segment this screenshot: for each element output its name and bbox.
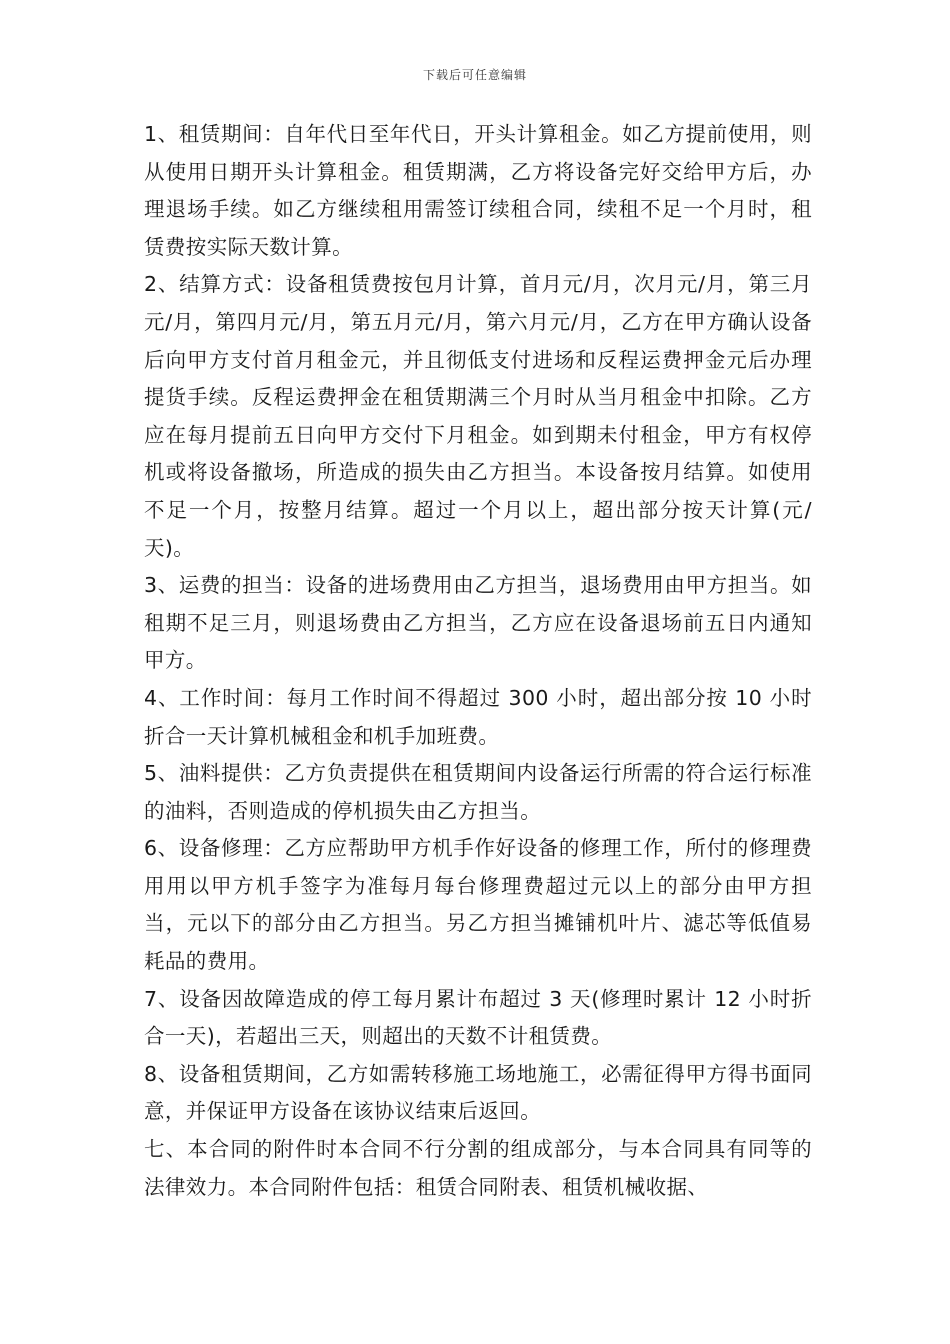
clause-1-rental-period: 1、租赁期间：自年代日至年代日，开头计算租金。如乙方提前使用，则从使用日期开头计算租金。租赁期满，乙方将设备完好交给甲方后，办理退场手续。如乙方继续租用需签订续租合同，续租不足一个月时，租赁费按实际天数计算。 [144, 122, 812, 259]
section-7-attachments: 七、本合同的附件时本合同不行分割的组成部分，与本合同具有同等的法律效力。本合同附件包括：租赁合同附表、租赁机械收据、 [144, 1137, 812, 1199]
clause-4-working-hours: 4、工作时间：每月工作时间不得超过 300 小时，超出部分按 10 小时折合一天计算机械租金和机手加班费。 [144, 685, 812, 748]
clause-7-downtime: 7、设备因故障造成的停工每月累计布超过 3 天(修理时累计 12 小时折合一天)，若超出三天，则超出的天数不计租赁费。 [144, 986, 812, 1049]
page-header-note: 下载后可任意编辑 [422, 68, 527, 82]
clause-2-settlement: 2、结算方式：设备租赁费按包月计算，首月元/月，次月元/月，第三月元/月，第四月元/月，第五月元/月，第六月元/月，乙方在甲方确认设备后向甲方支付首月租金元，并且彻低支付进场和反程运费押金元后办理提货手续。反程运费押金在租赁期满三个月时从当月租金中扣除。乙方应在每月提前五日向甲方交付下月租金。如到期未付租金，甲方有权停机或将设备撤场，所造成的损失由乙方担当。本设备按月结算。如使用不足一个月，按整月结算。超过一个月以上，超出部分按天计算(元/天)。 [144, 272, 812, 560]
clause-3-freight: 3、运费的担当：设备的进场费用由乙方担当，退场费用由甲方担当。如租期不足三月，则退场费由乙方担当，乙方应在设备退场前五日内通知甲方。 [144, 573, 812, 673]
clause-6-repair: 6、设备修理：乙方应帮助甲方机手作好设备的修理工作，所付的修理费用用以甲方机手签字为准每月每台修理费超过元以上的部分由甲方担当，元以下的部分由乙方担当。另乙方担当摊铺机叶片、滤芯等低值易耗品的费用。 [144, 836, 812, 974]
clause-5-fuel: 5、油料提供：乙方负责提供在租赁期间内设备运行所需的符合运行标准的油料，否则造成的停机损失由乙方担当。 [144, 761, 812, 823]
clause-8-relocation: 8、设备租赁期间，乙方如需转移施工场地施工，必需征得甲方得书面同意，并保证甲方设备在该协议结束后返回。 [144, 1061, 812, 1124]
document-body [144, 116, 812, 1206]
